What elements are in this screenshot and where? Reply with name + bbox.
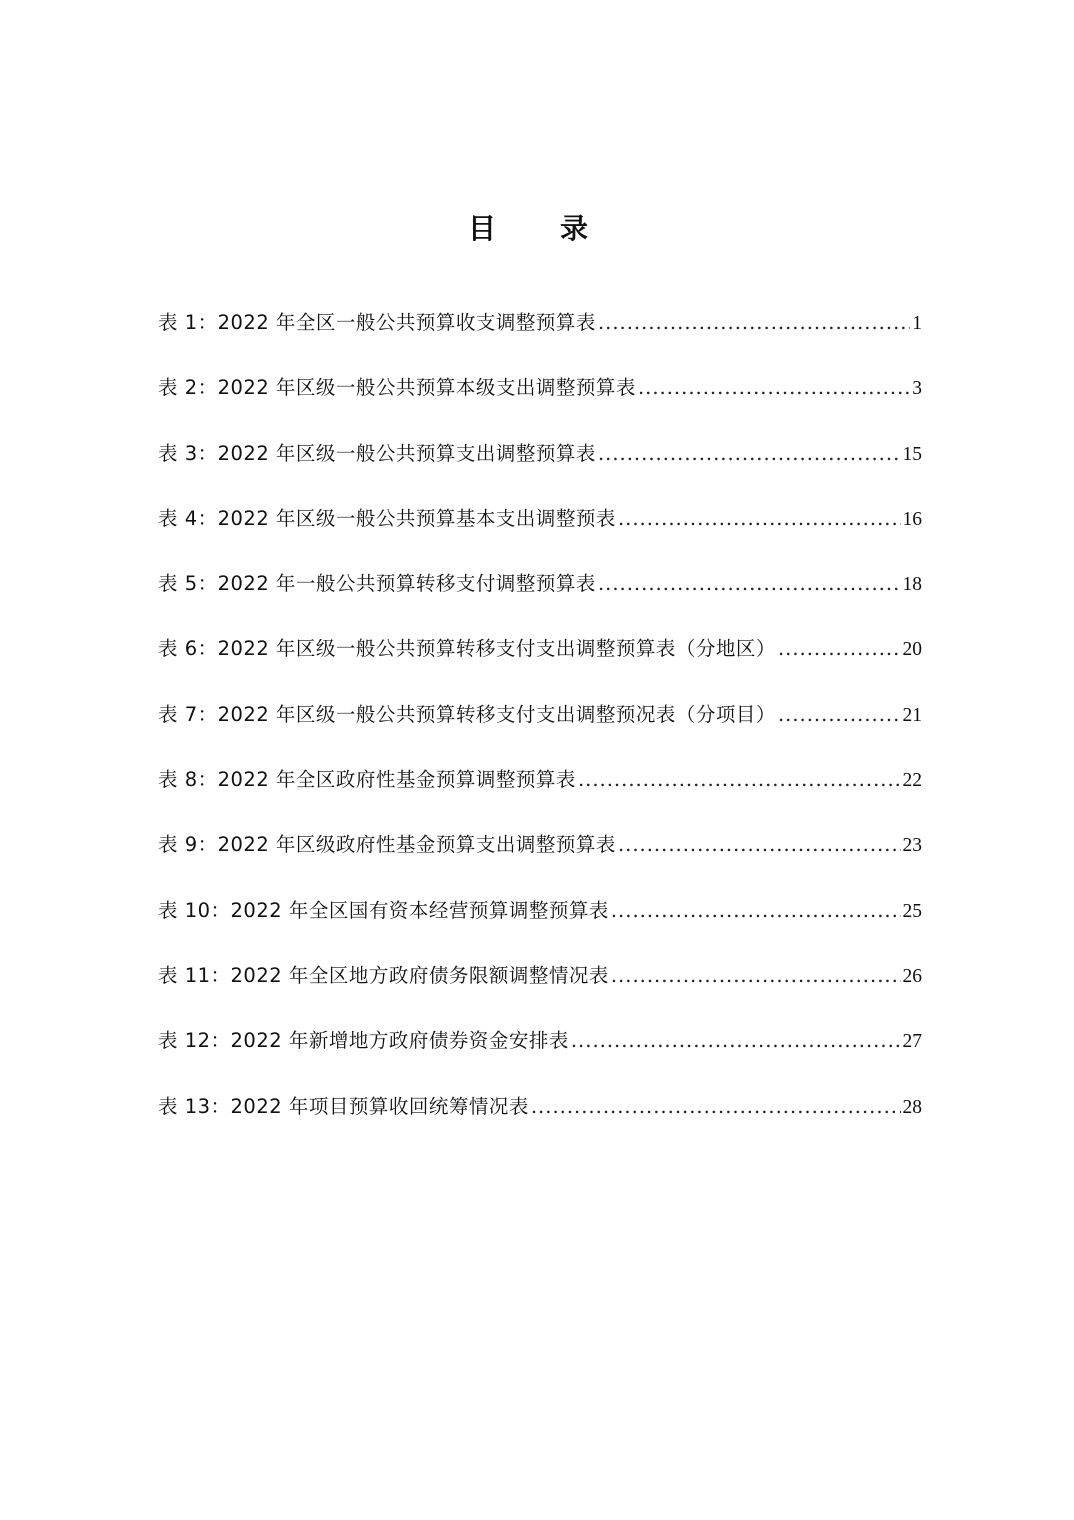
toc-leader-dots: [611, 891, 901, 931]
toc-page-number: 28: [902, 1096, 922, 1118]
toc-page-number: 3: [912, 378, 922, 400]
toc-leader-dots: [598, 303, 910, 343]
toc-page-number: 20: [902, 639, 922, 661]
toc-leader-dots: [778, 695, 901, 735]
toc-entry-label: 表 7：2022 年区级一般公共预算转移支付支出调整预况表（分项目）: [158, 702, 776, 726]
toc-entry-12[interactable]: [158, 1021, 922, 1086]
toc-leader-dots: [778, 629, 901, 669]
toc-entry-label: 表 1：2022 年全区一般公共预算收支调整预算表: [158, 311, 596, 334]
toc-entry-7[interactable]: [158, 695, 922, 760]
toc-entry-2[interactable]: [158, 368, 922, 433]
toc-leader-dots: [611, 956, 901, 996]
toc-entry-label: 表 6：2022 年区级一般公共预算转移支付支出调整预算表（分地区）: [158, 637, 776, 661]
toc-page-number: 22: [902, 770, 922, 792]
toc-leader-dots: [618, 825, 901, 865]
toc-entry-label: 表 9：2022 年区级政府性基金预算支出调整预算表: [158, 833, 616, 857]
toc-page-number: 18: [902, 574, 922, 596]
toc-entry-9[interactable]: [158, 825, 922, 890]
toc-entry-label: 表 4：2022 年区级一般公共预算基本支出调整预表: [158, 506, 616, 530]
toc-page-number: 1: [912, 313, 922, 334]
toc-entry-5[interactable]: [158, 564, 922, 629]
toc-entry-3[interactable]: [158, 434, 922, 499]
toc-page-number: 23: [902, 835, 922, 857]
toc-leader-dots: [638, 368, 910, 408]
toc-entry-label: 表 13：2022 年项目预算收回统筹情况表: [158, 1094, 529, 1118]
toc-page-number: 27: [902, 1031, 922, 1053]
toc-entry-6[interactable]: [158, 629, 922, 694]
toc-page-number: 25: [902, 900, 922, 922]
toc-entry-11[interactable]: [158, 956, 922, 1021]
page-title: 目 录: [467, 212, 606, 245]
table-of-contents: [158, 303, 922, 1152]
toc-page-number: 15: [902, 443, 922, 465]
toc-entry-4[interactable]: [158, 499, 922, 564]
toc-leader-dots: [531, 1087, 901, 1127]
toc-leader-dots: [598, 434, 901, 474]
toc-entry-label: 表 3：2022 年区级一般公共预算支出调整预算表: [158, 441, 596, 465]
toc-page-number: 26: [902, 965, 922, 987]
toc-entry-10[interactable]: [158, 891, 922, 956]
toc-entry-label: 表 12：2022 年新增地方政府债券资金安排表: [158, 1029, 569, 1053]
toc-entry-label: 表 5：2022 年一般公共预算转移支付调整预算表: [158, 572, 596, 596]
toc-leader-dots: [618, 499, 901, 539]
toc-page-number: 16: [902, 508, 922, 530]
toc-entry-label: 表 8：2022 年全区政府性基金预算调整预算表: [158, 768, 576, 792]
toc-leader-dots: [578, 760, 901, 800]
toc-page-number: 21: [902, 704, 922, 726]
toc-entry-8[interactable]: [158, 760, 922, 825]
toc-entry-label: 表 10：2022 年全区国有资本经营预算调整预算表: [158, 898, 609, 922]
toc-leader-dots: [598, 564, 901, 604]
toc-entry-label: 表 11：2022 年全区地方政府债务限额调整情况表: [158, 963, 609, 987]
toc-entry-13[interactable]: [158, 1087, 922, 1152]
toc-entry-label: 表 2：2022 年区级一般公共预算本级支出调整预算表: [158, 376, 636, 400]
toc-leader-dots: [571, 1021, 901, 1061]
toc-entry-1[interactable]: [158, 303, 922, 368]
